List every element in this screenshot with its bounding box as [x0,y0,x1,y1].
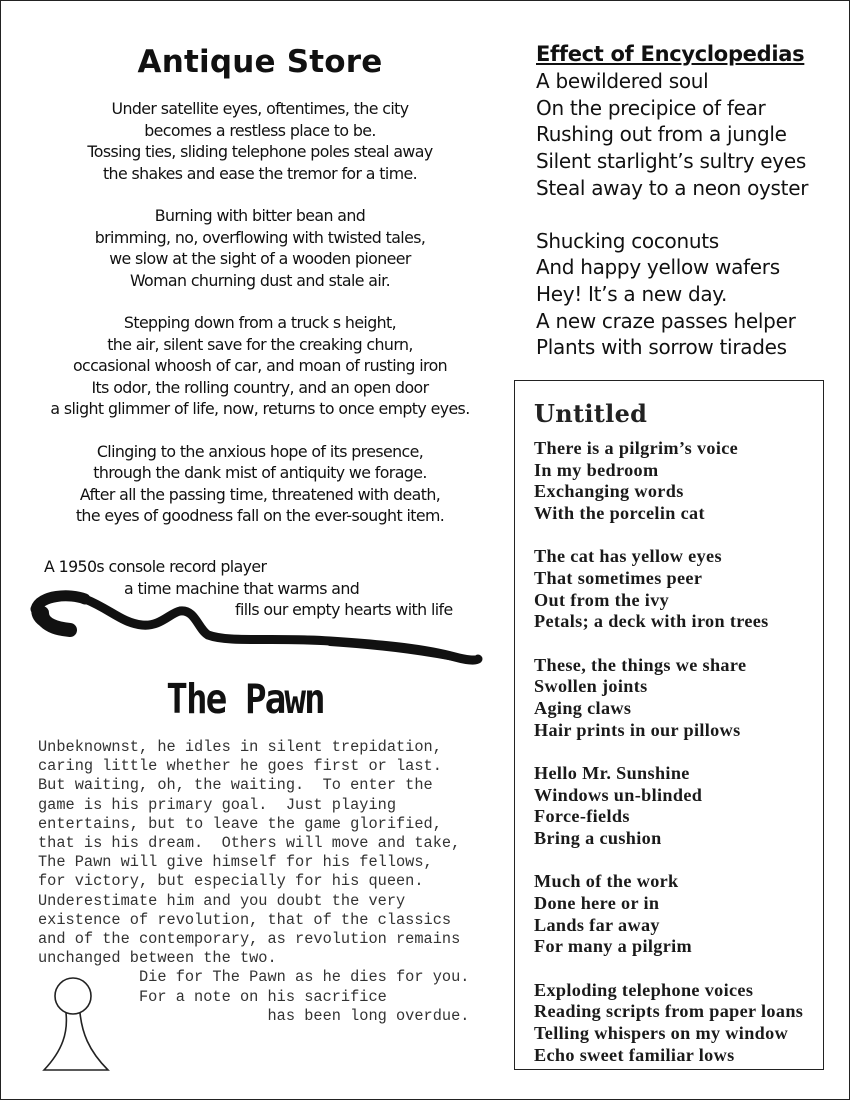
prose-line: and of the contemporary, as revolution remains [38,930,461,949]
untitled-stanza-6 [534,980,823,1067]
poem-line: In my bedroom [534,459,659,480]
poem-line: Hair prints in our pillows [534,719,741,740]
poem-line: the air, silent save for the creaking churn, [107,334,413,354]
poem-line: Clinging to the anxious hope of its presence, [96,441,424,461]
prose-line: Unbeknownst, he idles in silent trepidation, [38,738,442,756]
prose-line: that is his dream. Others will move and take, [38,834,461,853]
prose-line: For a note on his sacrifice [38,987,387,1006]
prose-line: existence of revolution, that of the classics [38,910,452,929]
poem-line: Rushing out from a jungle [536,122,787,147]
prose-line: caring little whether he goes first or last. [38,757,442,776]
poem-line: Stepping down from a truck s height, [123,313,397,332]
stanza-gap [536,202,836,228]
poem-line: Its odor, the rolling country, and an open door [91,377,429,397]
poem-line: Tossing ties, sliding telephone poles steal away [87,142,433,161]
poem-line: brimming, no, overflowing with twisted tales, [94,227,426,247]
poem-line: occasional whoosh of car, and moan of rusting iron [72,356,448,375]
encyclopedias-title: Effect of Encyclopedias [536,42,805,66]
poem-line: Done here or in [534,892,660,913]
poem-line: fills our empty hearts with life [235,600,453,619]
poem-line: the eyes of goodness fall on the ever-sought item. [75,506,445,525]
prose-line: Die for The Pawn as he dies for you. [38,968,470,987]
chess-pawn-icon [38,972,118,1077]
poem-line: becomes a restless place to be. [144,120,376,140]
poem-line: Exchanging words [534,481,684,502]
poem-line: Reading scripts from paper loans [534,1001,804,1022]
untitled-poem-box [514,380,824,1070]
poem-line: Bring a cushion [534,828,662,849]
poem-line: the shakes and ease the tremor for a time. [102,163,418,183]
antique-stanza-2 [30,205,490,291]
antique-store-poem [30,44,490,548]
prose-line: game is his primary goal. Just playing [38,795,397,814]
untitled-title: Untitled [534,399,648,428]
poem-line: A new craze passes helper [536,308,796,333]
prose-line: The Pawn will give himself for his fellows, [38,853,433,872]
poem-line: Force-fields [534,806,630,827]
poem-line: Aging claws [534,698,632,719]
poem-line: On the precipice of fear [536,95,766,120]
poem-line: Plants with sorrow tirades [536,335,787,360]
poem-line: After all the passing time, threatened with death, [79,484,441,504]
poem-line: Echo sweet familiar lows [534,1044,735,1065]
prose-line: unchanged between the two. [38,949,277,968]
poem-line: Much of the work [534,871,679,892]
poem-line: a slight glimmer of life, now, returns to once empty eyes. [50,399,470,418]
poem-line: And happy yellow wafers [536,255,780,280]
prose-line: Underestimate him and you doubt the very [38,891,406,910]
poem-line: a time machine that warms and [124,578,360,598]
poem-line: Swollen joints [534,676,648,697]
untitled-stanza-3 [534,655,823,742]
prose-line: entertains, but to leave the game glorified, [38,814,442,833]
antique-stanza-1 [30,98,490,184]
poem-line: Under satellite eyes, oftentimes, the city [111,99,409,118]
untitled-stanza-5 [534,871,823,958]
untitled-stanza-2 [534,546,823,633]
poem-line: Lands far away [534,914,660,935]
poem-line: Burning with bitter bean and [154,206,366,225]
antique-stanza-4 [30,441,490,527]
poem-line: Steal away to a neon oyster [536,175,809,200]
poem-line: Hello Mr. Sunshine [534,762,690,783]
poem-line: Windows un-blinded [534,784,703,805]
poem-line: Out from the ivy [534,589,670,610]
poem-line: Hey! It’s a new day. [536,281,728,306]
poem-line: Petals; a deck with iron trees [534,611,769,632]
untitled-stanza-4 [534,763,823,850]
poem-line: For many a pilgrim [534,936,693,957]
prose-line: But waiting, oh, the waiting. To enter the [38,776,433,795]
brush-swoosh-decoration [30,585,485,675]
untitled-stanza-1 [534,438,823,525]
antique-stanza-3 [30,312,490,420]
poem-line: These, the things we share [534,654,747,675]
poem-line: Silent starlight’s sultry eyes [536,149,806,174]
poem-line: That sometimes peer [534,568,703,589]
poem-line: Woman churning dust and stale air. [129,270,391,290]
poem-line: There is a pilgrim’s voice [534,438,739,458]
poem-line: With the porcelin cat [534,503,705,524]
poem-line: Telling whispers on my window [534,1022,789,1043]
poem-line: A 1950s console record player [44,557,267,576]
poem-line: The cat has yellow eyes [534,546,722,567]
effect-of-encyclopedias-poem [536,40,836,361]
poem-line: A bewildered soul [536,69,709,93]
prose-line: has been long overdue. [38,1006,470,1025]
prose-line: for victory, but especially for his queen. [38,872,424,891]
antique-store-title: Antique Store [137,44,383,80]
poem-line: Exploding telephone voices [534,979,754,1000]
the-pawn-title: The Pawn [166,676,324,724]
poem-line: Shucking coconuts [536,228,719,253]
poem-line: through the dank mist of antiquity we forage. [93,463,427,482]
poem-line: we slow at the sight of a wooden pioneer [109,249,411,268]
